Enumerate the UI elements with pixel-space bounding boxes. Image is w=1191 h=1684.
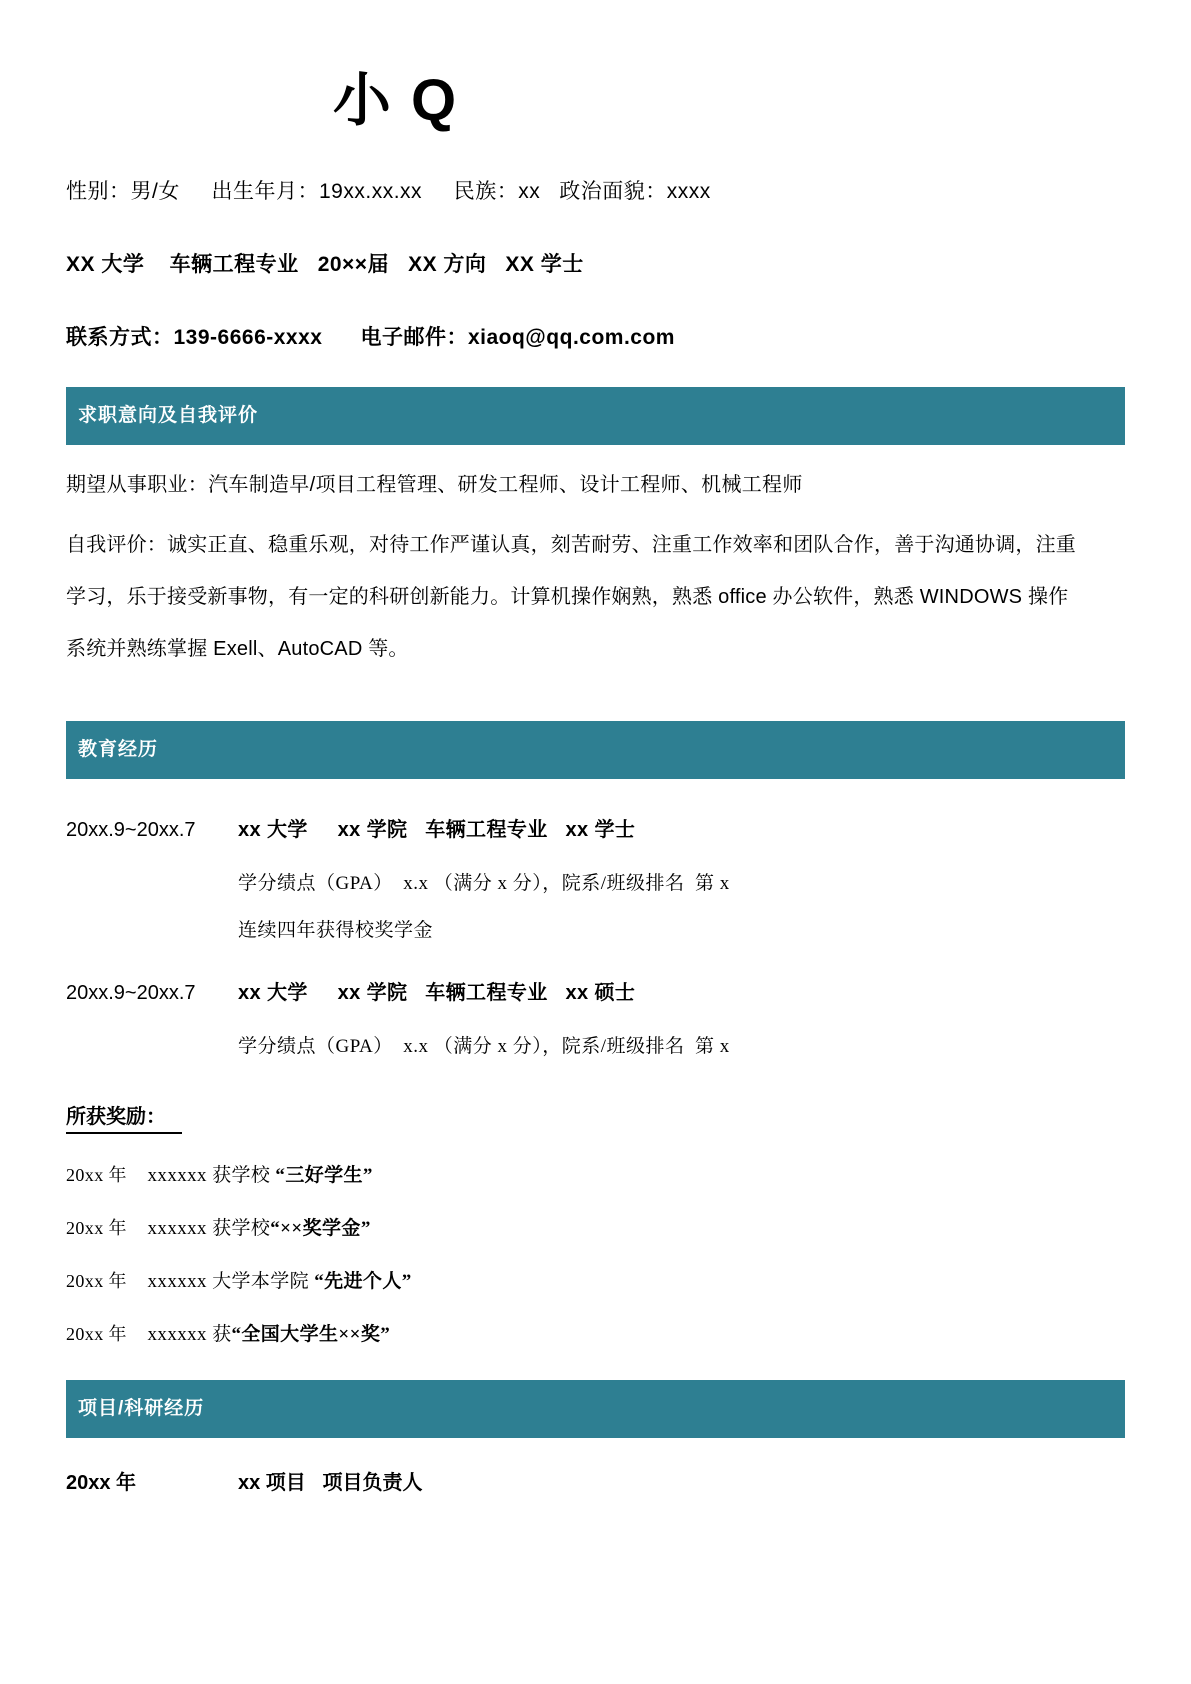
award-year: 20xx 年 bbox=[66, 1217, 127, 1238]
award-item bbox=[66, 1266, 1125, 1293]
education-summary-line: XX 大学 车辆工程专业 20××届 XX 方向 XX 学士 bbox=[66, 252, 584, 276]
education-entry-detail: 学分绩点（GPA） x.x （满分 x 分），院系/班级排名 第 x bbox=[238, 1035, 730, 1057]
award-body bbox=[127, 1271, 148, 1292]
self-evaluation-line-3: 系统并熟练掌握 Exell、AutoCAD 等。 bbox=[66, 637, 409, 660]
education-entry bbox=[66, 976, 1125, 1005]
award-name: “先进个人” bbox=[314, 1270, 412, 1292]
self-evaluation-text bbox=[66, 519, 1125, 675]
award-body bbox=[127, 1165, 148, 1186]
awards-heading: 所获奖励： bbox=[66, 1100, 182, 1134]
award-body bbox=[127, 1324, 148, 1345]
education-entry-detail: 连续四年获得校奖学金 bbox=[238, 919, 434, 941]
award-description: xxxxxx 获 bbox=[147, 1323, 232, 1345]
basic-info-line: 性别：男/女 出生年月：19xx.xx.xx 民族：xx 政治面貌：xxxx bbox=[66, 179, 711, 203]
education-entry bbox=[66, 813, 1125, 842]
self-evaluation-line-1: 自我评价：诚实正直、稳重乐观，对待工作严谨认真，刻苦耐劳、注重工作效率和团队合作，善于沟通协调，注重 bbox=[66, 533, 1076, 556]
project-entry-role: xx 项目 项目负责人 bbox=[238, 1471, 423, 1494]
section-header-objective: 求职意向及自我评价 bbox=[66, 387, 1125, 445]
award-year: 20xx 年 bbox=[66, 1323, 127, 1344]
award-name: “××奖学金” bbox=[270, 1217, 371, 1239]
desired-job-text: 期望从事职业：汽车制造早/项目工程管理、研发工程师、设计工程师、机械工程师 bbox=[66, 473, 803, 496]
award-name: “全国大学生××奖” bbox=[231, 1323, 391, 1345]
education-entry-school: xx 大学 xx 学院 车辆工程专业 xx 学士 bbox=[238, 818, 636, 841]
project-entry-date: 20xx 年 bbox=[66, 1471, 137, 1494]
award-item bbox=[66, 1213, 1125, 1240]
award-year: 20xx 年 bbox=[66, 1270, 127, 1291]
contact-line: 联系方式：139-6666-xxxx 电子邮件：xiaoq@qq.com.com bbox=[66, 325, 675, 349]
project-entry bbox=[66, 1466, 1125, 1495]
award-year: 20xx 年 bbox=[66, 1164, 127, 1185]
self-evaluation-line-2: 学习，乐于接受新事物，有一定的科研创新能力。计算机操作娴熟，熟悉 office 办公软件，熟悉 WINDOWS 操作 bbox=[66, 585, 1069, 608]
page-title: 小 Q bbox=[332, 68, 459, 133]
section-header-projects: 项目/科研经历 bbox=[66, 1380, 1125, 1438]
award-description: xxxxxx 大学本学院 bbox=[147, 1270, 315, 1292]
award-item bbox=[66, 1160, 1125, 1187]
award-description: xxxxxx 获学校 bbox=[147, 1217, 271, 1239]
award-body bbox=[127, 1218, 148, 1239]
education-entry-date: 20xx.9~20xx.7 bbox=[66, 818, 196, 841]
education-entry-detail: 学分绩点（GPA） x.x （满分 x 分），院系/班级排名 第 x bbox=[238, 872, 730, 894]
education-entry-school: xx 大学 xx 学院 车辆工程专业 xx 硕士 bbox=[238, 981, 636, 1004]
award-item bbox=[66, 1319, 1125, 1346]
award-name: “三好学生” bbox=[275, 1164, 373, 1186]
education-entry-date: 20xx.9~20xx.7 bbox=[66, 981, 196, 1004]
award-description: xxxxxx 获学校 bbox=[147, 1164, 276, 1186]
section-header-education: 教育经历 bbox=[66, 721, 1125, 779]
